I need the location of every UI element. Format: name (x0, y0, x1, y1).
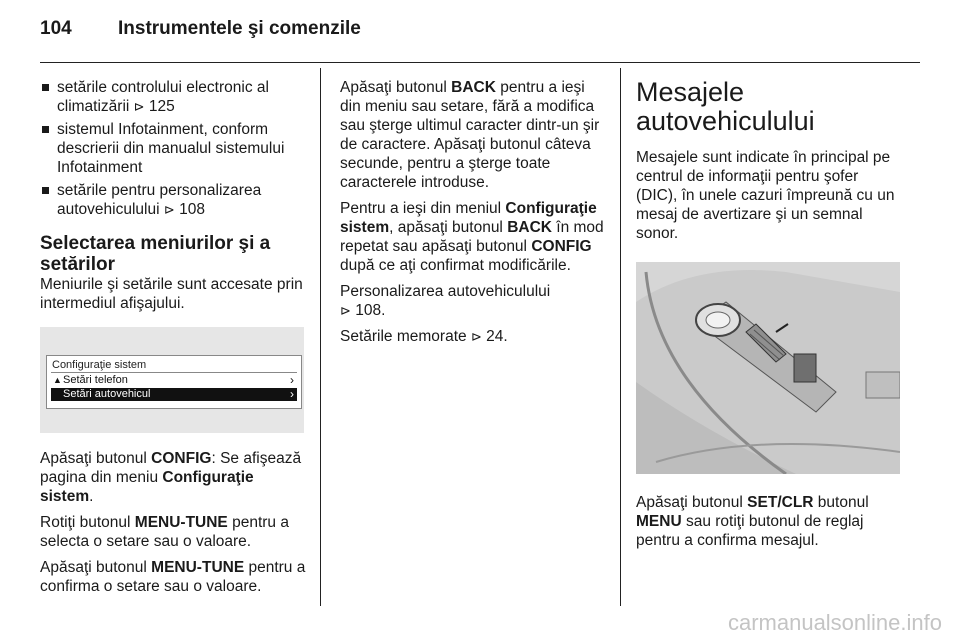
paragraph: Pentru a ieşi din meniul Configuraţie sistem, apăsaţi butonul BACK în mod repetat sau apăsaţi butonul CONFIG după ce aţi confirmat modificările. (340, 200, 604, 274)
section-intro: Mesajele sunt indicate în principal pe centrul de informaţii pentru şofer (DIC), în unele cazuri împreună cu un mesaj de avertizare şi un semnal sonor. (636, 149, 895, 242)
display-title: Configuraţie sistem (52, 359, 147, 371)
page-ref: 108 (355, 302, 382, 319)
page-ref: 125 (148, 98, 175, 115)
paragraph: Apăsaţi butonul SET/CLR butonul MENU sau rotiţi butonul de reglaj pentru a confirma mesajul. (636, 494, 869, 549)
chevron-right-icon: › (290, 387, 294, 401)
page-ref-arrow-icon: ⊳ (340, 303, 351, 318)
display-menu-item-selected: Setări autovehicul › (51, 388, 297, 401)
display-screen (46, 355, 302, 409)
paragraph: Setările memorate ⊳ 24. (340, 328, 508, 345)
paragraph: Apăsaţi butonul BACK pentru a ieşi din meniu sau setare, fără a modifica sau şterge ultimul caracter dintr-un şir de caractere. Apăsaţi butonul câteva secunde, pentru a şterge toate caracterele introduse. (340, 79, 600, 191)
column-1 (40, 78, 306, 603)
header-rule (40, 62, 920, 63)
page-ref: 108 (179, 201, 205, 218)
paragraph: Apăsaţi butonul MENU-TUNE pentru a confirma o setare sau o valoare. (40, 559, 306, 595)
list-item: setările controlului electronic al climatizării ⊳ 125 (40, 78, 306, 116)
display-illustration (40, 327, 304, 433)
page-number: 104 (40, 18, 72, 39)
display-menu-item: ▲ Setări telefon › (53, 373, 294, 387)
display-divider (51, 372, 297, 373)
section-title: Mesajele autovehiculului (636, 77, 815, 136)
page-ref-arrow-icon: ⊳ (133, 99, 145, 114)
paragraph: Rotiţi butonul MENU-TUNE pentru a selecta o setare sau o valoare. (40, 514, 289, 550)
settings-list (40, 78, 306, 219)
bullet-icon (42, 187, 49, 194)
paragraph: Apăsaţi butonul CONFIG: Se afişează pagina din meniu Configuraţie sistem. (40, 450, 302, 505)
up-arrow-icon: ▲ (53, 375, 62, 385)
watermark: carmanualsonline.info (727, 610, 942, 635)
column-divider-2 (620, 68, 621, 606)
page-ref-arrow-icon: ⊳ (470, 329, 482, 344)
bullet-icon (42, 84, 49, 91)
section-heading: Selectarea meniurilor şi a setărilor (40, 233, 271, 275)
page-ref-arrow-icon: ⊳ (163, 202, 175, 217)
column-3 (636, 78, 902, 557)
list-item: sistemul Infotainment, conform descrierii din manualul sistemului Infotainment (40, 120, 306, 177)
paragraph: Personalizarea autovehiculului ⊳ 108. (340, 283, 551, 319)
column-2 (340, 78, 606, 353)
list-item: setările pentru personalizarea autovehiculului ⊳ 108 (40, 181, 306, 219)
column-divider-1 (320, 68, 321, 606)
bullet-icon (42, 126, 49, 133)
chapter-title: Instrumentele şi comenzile (118, 18, 361, 39)
chevron-right-icon: › (290, 373, 294, 387)
page-ref: 24 (486, 328, 504, 345)
steering-stalk-illustration (636, 262, 900, 474)
page-header (40, 18, 920, 40)
section-intro: Meniurile şi setările sunt accesate prin intermediul afişajului. (40, 276, 303, 312)
